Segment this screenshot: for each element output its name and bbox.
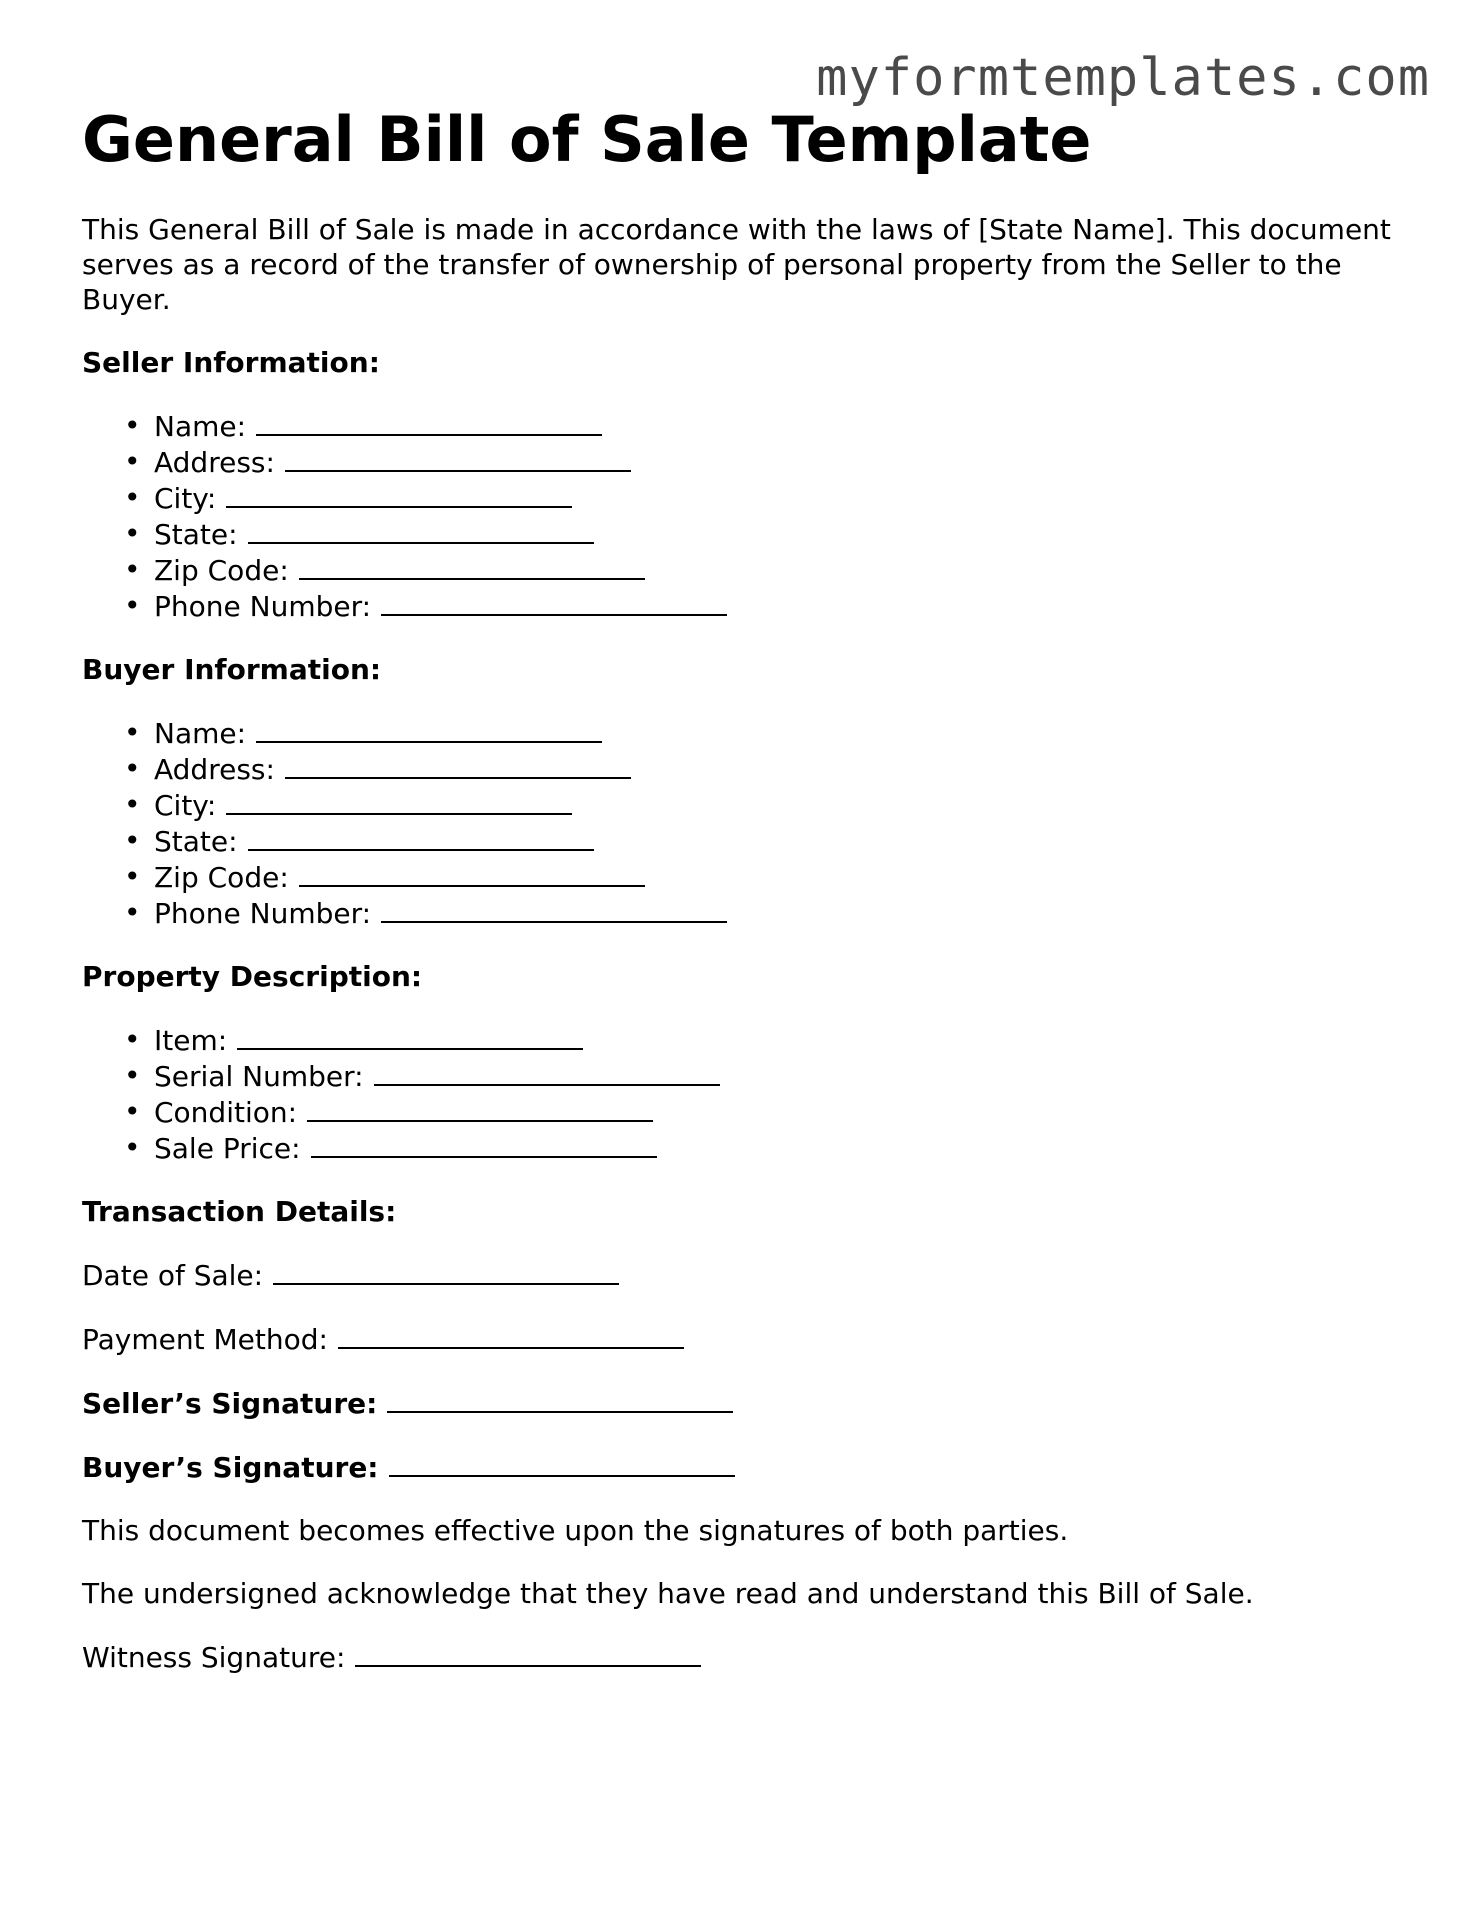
seller-heading: Seller Information: <box>82 346 380 379</box>
payment-method-line <box>82 1321 1412 1357</box>
seller-name-item <box>124 408 1412 444</box>
field-label: Phone Number: <box>154 897 372 930</box>
field-label: State: <box>154 825 238 858</box>
property-item-blank[interactable] <box>237 1022 583 1050</box>
bullet-icon: • <box>124 752 141 785</box>
field-label: Name: <box>154 717 247 750</box>
property-heading: Property Description: <box>82 960 423 993</box>
acknowledge-note: The undersigned acknowledge that they have read and understand this Bill of Sale. <box>82 1577 1254 1610</box>
property-serial-blank[interactable] <box>374 1058 720 1086</box>
seller-zip-blank[interactable] <box>299 552 645 580</box>
bullet-icon: • <box>124 445 141 478</box>
seller-field-list <box>82 408 1412 624</box>
field-label: Address: <box>154 446 275 479</box>
bullet-icon: • <box>124 896 141 929</box>
buyer-state-item <box>124 823 1412 859</box>
page-title: General Bill of Sale Template <box>82 103 1092 176</box>
bullet-icon: • <box>124 553 141 586</box>
seller-state-blank[interactable] <box>248 516 594 544</box>
seller-phone-blank[interactable] <box>381 588 727 616</box>
witness-signature-blank[interactable] <box>355 1639 701 1667</box>
bullet-icon: • <box>124 1131 141 1164</box>
field-label: Name: <box>154 410 247 443</box>
bullet-icon: • <box>124 517 141 550</box>
buyer-name-item <box>124 715 1412 751</box>
buyer-zip-blank[interactable] <box>299 859 645 887</box>
witness-signature-label: Witness Signature: <box>82 1641 346 1674</box>
bullet-icon: • <box>124 1095 141 1128</box>
seller-address-blank[interactable] <box>285 444 631 472</box>
intro-paragraph: This General Bill of Sale is made in accordance with the laws of [State Name]. This document serves as a record of the transfer of ownership of personal property from the Seller to the Buyer. <box>82 213 1391 316</box>
field-label: Sale Price: <box>154 1132 301 1165</box>
buyer-address-item <box>124 751 1412 787</box>
effective-note: This document becomes effective upon the signatures of both parties. <box>82 1514 1069 1547</box>
seller-phone-item <box>124 588 1412 624</box>
buyer-city-item <box>124 787 1412 823</box>
date-of-sale-blank[interactable] <box>273 1257 619 1285</box>
field-label: Zip Code: <box>154 554 289 587</box>
date-of-sale-line <box>82 1257 1412 1293</box>
buyer-signature-line <box>82 1449 1412 1485</box>
payment-method-blank[interactable] <box>338 1321 684 1349</box>
property-price-item <box>124 1130 1412 1166</box>
field-label: Serial Number: <box>154 1060 364 1093</box>
seller-signature-line <box>82 1385 1412 1421</box>
buyer-address-blank[interactable] <box>285 751 631 779</box>
property-serial-item <box>124 1058 1412 1094</box>
buyer-phone-item <box>124 895 1412 931</box>
bullet-icon: • <box>124 589 141 622</box>
seller-zip-item <box>124 552 1412 588</box>
seller-state-item <box>124 516 1412 552</box>
bullet-icon: • <box>124 1059 141 1092</box>
date-of-sale-label: Date of Sale: <box>82 1259 264 1292</box>
bullet-icon: • <box>124 409 141 442</box>
property-condition-blank[interactable] <box>307 1094 653 1122</box>
seller-signature-blank[interactable] <box>387 1385 733 1413</box>
buyer-city-blank[interactable] <box>226 787 572 815</box>
property-field-list <box>82 1022 1412 1166</box>
buyer-signature-label: Buyer’s Signature: <box>82 1451 379 1484</box>
field-label: Phone Number: <box>154 590 372 623</box>
buyer-phone-blank[interactable] <box>381 895 727 923</box>
seller-name-blank[interactable] <box>256 408 602 436</box>
seller-address-item <box>124 444 1412 480</box>
property-price-blank[interactable] <box>311 1130 657 1158</box>
witness-signature-line <box>82 1639 1412 1675</box>
buyer-heading: Buyer Information: <box>82 653 382 686</box>
buyer-signature-blank[interactable] <box>389 1449 735 1477</box>
bullet-icon: • <box>124 1023 141 1056</box>
payment-method-label: Payment Method: <box>82 1323 328 1356</box>
bullet-icon: • <box>124 824 141 857</box>
field-label: City: <box>154 482 217 515</box>
bullet-icon: • <box>124 788 141 821</box>
property-condition-item <box>124 1094 1412 1130</box>
property-item-item <box>124 1022 1412 1058</box>
field-label: Item: <box>154 1024 228 1057</box>
document-body <box>82 212 1412 1703</box>
watermark: myformtemplates.com <box>816 48 1430 108</box>
buyer-zip-item <box>124 859 1412 895</box>
seller-city-item <box>124 480 1412 516</box>
bullet-icon: • <box>124 860 141 893</box>
buyer-name-blank[interactable] <box>256 715 602 743</box>
field-label: Address: <box>154 753 275 786</box>
transaction-heading: Transaction Details: <box>82 1195 397 1228</box>
buyer-field-list <box>82 715 1412 931</box>
seller-signature-label: Seller’s Signature: <box>82 1387 378 1420</box>
buyer-state-blank[interactable] <box>248 823 594 851</box>
field-label: State: <box>154 518 238 551</box>
field-label: Zip Code: <box>154 861 289 894</box>
bullet-icon: • <box>124 716 141 749</box>
seller-city-blank[interactable] <box>226 480 572 508</box>
bullet-icon: • <box>124 481 141 514</box>
field-label: Condition: <box>154 1096 298 1129</box>
field-label: City: <box>154 789 217 822</box>
